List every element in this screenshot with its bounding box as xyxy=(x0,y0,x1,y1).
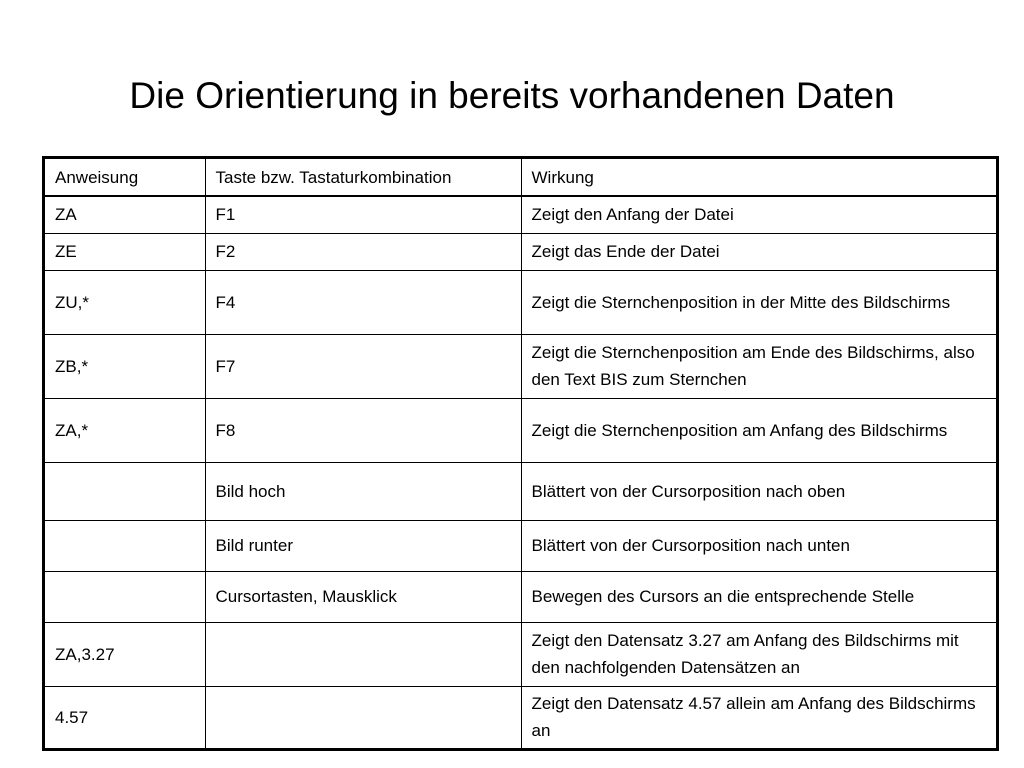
cell-anweisung: ZA xyxy=(45,196,205,233)
cell-taste xyxy=(205,622,521,686)
table-header-row xyxy=(45,159,996,196)
cell-taste: Bild runter xyxy=(205,520,521,571)
cell-taste: F4 xyxy=(205,270,521,334)
cell-anweisung xyxy=(45,462,205,520)
table-row xyxy=(45,686,996,748)
cell-wirkung: Blättert von der Cursorposition nach unten xyxy=(521,520,996,571)
cell-wirkung: Zeigt das Ende der Datei xyxy=(521,233,996,270)
header-cell-anweisung: Anweisung xyxy=(45,159,205,196)
cell-anweisung: ZU,* xyxy=(45,270,205,334)
cell-taste: F2 xyxy=(205,233,521,270)
slide-title: Die Orientierung in bereits vorhandenen Daten xyxy=(129,75,895,116)
cell-wirkung: Zeigt den Anfang der Datei xyxy=(521,196,996,233)
table-row xyxy=(45,398,996,462)
header-cell-wirkung: Wirkung xyxy=(521,159,996,196)
cell-taste: F7 xyxy=(205,334,521,398)
cell-wirkung: Zeigt die Sternchenposition am Ende des Bildschirms, also den Text BIS zum Sternchen xyxy=(521,334,996,398)
cell-wirkung: Zeigt den Datensatz 4.57 allein am Anfang des Bildschirms an xyxy=(521,686,996,748)
cell-anweisung xyxy=(45,520,205,571)
table-row xyxy=(45,233,996,270)
table-row xyxy=(45,196,996,233)
cell-anweisung: ZA,3.27 xyxy=(45,622,205,686)
cell-taste xyxy=(205,686,521,748)
header-cell-taste: Taste bzw. Tastaturkombination xyxy=(205,159,521,196)
cell-anweisung: ZA,* xyxy=(45,398,205,462)
table-row xyxy=(45,520,996,571)
cell-wirkung: Zeigt die Sternchenposition in der Mitte des Bildschirms xyxy=(521,270,996,334)
cell-wirkung: Bewegen des Cursors an die entsprechende Stelle xyxy=(521,571,996,622)
cell-anweisung: ZB,* xyxy=(45,334,205,398)
cell-taste: Bild hoch xyxy=(205,462,521,520)
cell-anweisung: ZE xyxy=(45,233,205,270)
cell-anweisung: 4.57 xyxy=(45,686,205,748)
cell-wirkung: Zeigt die Sternchenposition am Anfang des Bildschirms xyxy=(521,398,996,462)
table-row xyxy=(45,334,996,398)
cell-anweisung xyxy=(45,571,205,622)
table-row xyxy=(45,622,996,686)
cell-taste: F8 xyxy=(205,398,521,462)
commands-table xyxy=(42,156,999,751)
table-row xyxy=(45,270,996,334)
table-row xyxy=(45,462,996,520)
cell-wirkung: Blättert von der Cursorposition nach oben xyxy=(521,462,996,520)
cell-taste: Cursortasten, Mausklick xyxy=(205,571,521,622)
cell-wirkung: Zeigt den Datensatz 3.27 am Anfang des Bildschirms mit den nachfolgenden Datensätzen an xyxy=(521,622,996,686)
cell-taste: F1 xyxy=(205,196,521,233)
table-row xyxy=(45,571,996,622)
